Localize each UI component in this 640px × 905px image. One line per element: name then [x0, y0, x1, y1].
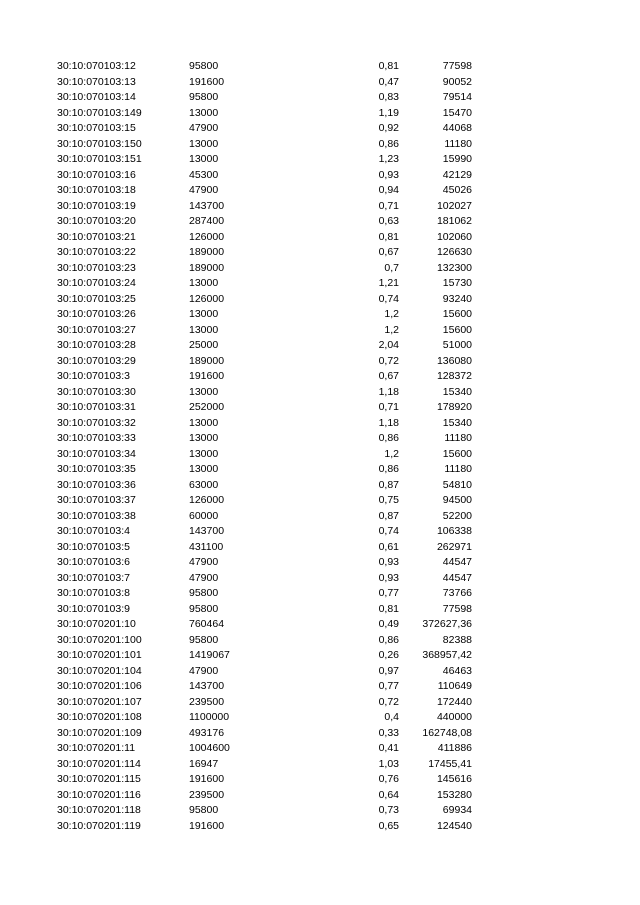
cadastral-number-cell: 30:10:070103:35	[57, 463, 136, 475]
coefficient-cell: 0,64	[378, 788, 399, 801]
value-cell: 191600	[189, 773, 225, 785]
coefficient-cell: 1,03	[378, 757, 399, 770]
coefficient-cell: 0,94	[378, 184, 399, 196]
value-cell: 13000	[189, 153, 219, 165]
coefficient-cell: 0,7	[384, 261, 399, 274]
cadastral-number-cell: 30:10:070201:108	[57, 711, 142, 723]
cadastral-number-cell: 30:10:070103:22	[57, 246, 136, 258]
coefficient-cell: 0,72	[378, 695, 399, 708]
coefficient-cell: 1,18	[378, 416, 399, 429]
coefficient-cell: 0,86	[378, 137, 399, 150]
table-row	[0, 524, 640, 540]
result-cell: 69934	[442, 804, 472, 816]
coefficient-cell: 0,41	[378, 742, 399, 754]
table-row	[0, 633, 640, 649]
table-row	[0, 741, 640, 757]
table-row	[0, 400, 640, 416]
value-cell: 126000	[189, 494, 225, 506]
cadastral-number-cell: 30:10:070103:32	[57, 416, 136, 429]
cadastral-number-cell: 30:10:070103:28	[57, 339, 136, 351]
table-row	[0, 385, 640, 401]
table-row	[0, 416, 640, 432]
value-cell: 143700	[189, 680, 225, 692]
coefficient-cell: 1,2	[384, 323, 399, 336]
table-row	[0, 803, 640, 819]
value-cell: 95800	[189, 60, 219, 72]
result-cell: 172440	[436, 695, 472, 708]
coefficient-cell: 0,86	[378, 432, 399, 444]
table-row	[0, 75, 640, 91]
table-row	[0, 245, 640, 261]
cadastral-number-cell: 30:10:070103:19	[57, 199, 136, 212]
value-cell: 16947	[189, 757, 219, 770]
value-cell: 13000	[189, 463, 219, 475]
value-cell: 239500	[189, 788, 225, 801]
coefficient-cell: 0,77	[378, 680, 399, 692]
result-cell: 15990	[442, 153, 472, 165]
coefficient-cell: 0,33	[378, 726, 399, 739]
cadastral-number-cell: 30:10:070103:24	[57, 277, 136, 289]
coefficient-cell: 2,04	[378, 339, 399, 351]
coefficient-cell: 0,71	[378, 199, 399, 212]
result-cell: 51000	[442, 339, 472, 351]
cadastral-number-cell: 30:10:070103:3	[57, 370, 130, 382]
coefficient-cell: 0,93	[378, 556, 399, 568]
table-row	[0, 183, 640, 199]
table-row	[0, 772, 640, 788]
result-cell: 102027	[436, 199, 472, 212]
result-cell: 46463	[442, 664, 472, 677]
cadastral-number-cell: 30:10:070103:36	[57, 478, 136, 491]
result-cell: 136080	[436, 354, 472, 367]
cadastral-number-cell: 30:10:070201:119	[57, 819, 141, 832]
result-cell: 132300	[436, 261, 472, 274]
value-cell: 13000	[189, 308, 219, 320]
table-row	[0, 788, 640, 804]
result-cell: 153280	[436, 788, 472, 801]
coefficient-cell: 0,71	[378, 401, 399, 413]
result-cell: 126630	[436, 246, 472, 258]
table-row	[0, 431, 640, 447]
result-cell: 73766	[442, 587, 472, 599]
table-row	[0, 509, 640, 525]
value-cell: 95800	[189, 602, 219, 615]
coefficient-cell: 0,87	[378, 478, 399, 491]
result-cell: 15600	[442, 308, 472, 320]
result-cell: 106338	[436, 525, 472, 537]
table-row	[0, 478, 640, 494]
result-cell: 15470	[442, 106, 472, 119]
cadastral-number-cell: 30:10:070201:106	[57, 680, 142, 692]
cadastral-number-cell: 30:10:070103:23	[57, 261, 136, 274]
value-cell: 13000	[189, 447, 219, 460]
value-cell: 60000	[189, 509, 219, 522]
cadastral-number-cell: 30:10:070103:34	[57, 447, 136, 460]
cadastral-number-cell: 30:10:070103:18	[57, 184, 136, 196]
cadastral-number-cell: 30:10:070201:11	[57, 742, 136, 754]
coefficient-cell: 0,81	[378, 60, 399, 72]
cadastral-number-cell: 30:10:070103:149	[57, 106, 142, 119]
result-cell: 52200	[442, 509, 472, 522]
table-row	[0, 555, 640, 571]
result-cell: 79514	[442, 91, 472, 103]
result-cell: 440000	[436, 711, 472, 723]
table-row	[0, 648, 640, 664]
cadastral-number-cell: 30:10:070103:8	[57, 587, 130, 599]
table-row	[0, 230, 640, 246]
value-cell: 143700	[189, 525, 225, 537]
table-row	[0, 106, 640, 122]
cadastral-number-cell: 30:10:070103:151	[57, 153, 142, 165]
cadastral-number-cell: 30:10:070103:30	[57, 385, 136, 398]
cadastral-number-cell: 30:10:070201:114	[57, 757, 141, 770]
result-cell: 15340	[442, 385, 472, 398]
coefficient-cell: 1,2	[384, 308, 399, 320]
table-row	[0, 199, 640, 215]
result-cell: 77598	[442, 60, 472, 72]
table-row	[0, 90, 640, 106]
coefficient-cell: 0,86	[378, 463, 399, 475]
result-cell: 411886	[437, 742, 472, 754]
result-cell: 44547	[442, 556, 472, 568]
value-cell: 189000	[189, 246, 225, 258]
coefficient-cell: 1,19	[378, 106, 399, 119]
coefficient-cell: 0,81	[378, 230, 399, 243]
coefficient-cell: 0,77	[378, 587, 399, 599]
result-cell: 15600	[442, 323, 472, 336]
value-cell: 1100000	[189, 711, 230, 723]
table-row	[0, 664, 640, 680]
table-row	[0, 493, 640, 509]
result-cell: 44068	[442, 122, 472, 134]
table-row	[0, 540, 640, 556]
result-cell: 11180	[444, 463, 472, 475]
table-row	[0, 354, 640, 370]
cadastral-number-cell: 30:10:070103:14	[57, 91, 136, 103]
coefficient-cell: 0,72	[378, 354, 399, 367]
coefficient-cell: 1,18	[378, 385, 399, 398]
value-cell: 47900	[189, 571, 219, 584]
table-row	[0, 462, 640, 478]
coefficient-cell: 0,65	[378, 819, 399, 832]
coefficient-cell: 0,92	[378, 122, 399, 134]
value-cell: 191600	[189, 370, 225, 382]
value-cell: 63000	[189, 478, 219, 491]
data-table	[0, 59, 640, 834]
cadastral-number-cell: 30:10:070103:13	[57, 75, 136, 88]
table-row	[0, 338, 640, 354]
coefficient-cell: 1,23	[378, 153, 399, 165]
value-cell: 95800	[189, 587, 219, 599]
cadastral-number-cell: 30:10:070103:33	[57, 432, 136, 444]
table-row	[0, 447, 640, 463]
value-cell: 189000	[189, 261, 225, 274]
table-row	[0, 168, 640, 184]
result-cell: 128372	[436, 370, 472, 382]
result-cell: 368957,42	[422, 649, 472, 661]
coefficient-cell: 0,47	[378, 75, 399, 88]
table-row	[0, 137, 640, 153]
cadastral-number-cell: 30:10:070103:16	[57, 168, 136, 181]
value-cell: 47900	[189, 184, 219, 196]
cadastral-number-cell: 30:10:070103:20	[57, 215, 136, 227]
table-row	[0, 292, 640, 308]
result-cell: 178920	[436, 401, 472, 413]
table-row	[0, 617, 640, 633]
cadastral-number-cell: 30:10:070103:31	[57, 401, 136, 413]
table-row	[0, 571, 640, 587]
cadastral-number-cell: 30:10:070201:101	[57, 649, 142, 661]
result-cell: 11180	[444, 432, 472, 444]
table-row	[0, 369, 640, 385]
value-cell: 13000	[189, 432, 219, 444]
cadastral-number-cell: 30:10:070201:100	[57, 633, 142, 646]
cadastral-number-cell: 30:10:070201:116	[57, 788, 141, 801]
value-cell: 95800	[189, 633, 219, 646]
cadastral-number-cell: 30:10:070103:37	[57, 494, 136, 506]
table-row	[0, 261, 640, 277]
result-cell: 93240	[442, 292, 472, 305]
table-row	[0, 152, 640, 168]
table-row	[0, 726, 640, 742]
value-cell: 13000	[189, 106, 219, 119]
value-cell: 239500	[189, 695, 225, 708]
result-cell: 15340	[442, 416, 472, 429]
table-row	[0, 121, 640, 137]
value-cell: 13000	[189, 385, 219, 398]
value-cell: 191600	[189, 75, 225, 88]
table-row	[0, 602, 640, 618]
cadastral-number-cell: 30:10:070103:7	[57, 571, 130, 584]
value-cell: 13000	[189, 277, 219, 289]
coefficient-cell: 0,97	[378, 664, 399, 677]
value-cell: 1419067	[189, 649, 230, 661]
coefficient-cell: 0,76	[378, 773, 399, 785]
coefficient-cell: 0,74	[378, 525, 399, 537]
value-cell: 47900	[189, 664, 219, 677]
value-cell: 431100	[189, 540, 224, 553]
cadastral-number-cell: 30:10:070103:9	[57, 602, 130, 615]
result-cell: 45026	[442, 184, 472, 196]
coefficient-cell: 0,74	[378, 292, 399, 305]
coefficient-cell: 0,75	[378, 494, 399, 506]
result-cell: 145616	[436, 773, 472, 785]
table-row	[0, 307, 640, 323]
value-cell: 143700	[189, 199, 225, 212]
coefficient-cell: 1,2	[384, 447, 399, 460]
coefficient-cell: 0,67	[378, 370, 399, 382]
value-cell: 25000	[189, 339, 219, 351]
value-cell: 191600	[189, 819, 225, 832]
value-cell: 493176	[189, 726, 225, 739]
result-cell: 17455,41	[428, 757, 472, 770]
result-cell: 102060	[436, 230, 472, 243]
table-row	[0, 214, 640, 230]
result-cell: 124540	[436, 819, 472, 832]
coefficient-cell: 0,81	[378, 602, 399, 615]
value-cell: 189000	[189, 354, 225, 367]
table-row	[0, 710, 640, 726]
cadastral-number-cell: 30:10:070103:29	[57, 354, 136, 367]
table-row	[0, 757, 640, 773]
cadastral-number-cell: 30:10:070201:107	[57, 695, 142, 708]
coefficient-cell: 0,87	[378, 509, 399, 522]
cadastral-number-cell: 30:10:070103:15	[57, 122, 136, 134]
result-cell: 110649	[437, 680, 472, 692]
table-row	[0, 323, 640, 339]
cadastral-number-cell: 30:10:070103:6	[57, 556, 130, 568]
result-cell: 82388	[442, 633, 472, 646]
coefficient-cell: 0,93	[378, 571, 399, 584]
coefficient-cell: 0,83	[378, 91, 399, 103]
result-cell: 15600	[442, 447, 472, 460]
result-cell: 54810	[442, 478, 472, 491]
cadastral-number-cell: 30:10:070103:12	[57, 60, 136, 72]
cadastral-number-cell: 30:10:070201:115	[57, 773, 141, 785]
result-cell: 42129	[442, 168, 472, 181]
coefficient-cell: 0,4	[384, 711, 399, 723]
cadastral-number-cell: 30:10:070201:118	[57, 804, 141, 816]
cadastral-number-cell: 30:10:070103:4	[57, 525, 130, 537]
coefficient-cell: 0,26	[378, 649, 399, 661]
result-cell: 162748,08	[422, 726, 472, 739]
value-cell: 126000	[189, 230, 225, 243]
result-cell: 262971	[436, 540, 472, 553]
value-cell: 95800	[189, 91, 219, 103]
table-row	[0, 679, 640, 695]
table-row	[0, 819, 640, 835]
value-cell: 287400	[189, 215, 225, 227]
coefficient-cell: 0,63	[378, 215, 399, 227]
table-row	[0, 586, 640, 602]
result-cell: 11180	[444, 137, 472, 150]
cadastral-number-cell: 30:10:070103:25	[57, 292, 136, 305]
cadastral-number-cell: 30:10:070201:104	[57, 664, 142, 677]
value-cell: 47900	[189, 556, 219, 568]
value-cell: 13000	[189, 323, 219, 336]
table-row	[0, 695, 640, 711]
value-cell: 47900	[189, 122, 219, 134]
value-cell: 252000	[189, 401, 225, 413]
value-cell: 1004600	[189, 742, 230, 754]
result-cell: 15730	[442, 277, 472, 289]
result-cell: 94500	[442, 494, 472, 506]
result-cell: 372627,36	[422, 618, 472, 630]
value-cell: 126000	[189, 292, 225, 305]
result-cell: 181062	[436, 215, 472, 227]
value-cell: 13000	[189, 137, 219, 150]
cadastral-number-cell: 30:10:070103:150	[57, 137, 142, 150]
value-cell: 13000	[189, 416, 219, 429]
value-cell: 45300	[189, 168, 219, 181]
table-row	[0, 59, 640, 75]
coefficient-cell: 1,21	[378, 277, 399, 289]
table-row	[0, 276, 640, 292]
result-cell: 77598	[442, 602, 472, 615]
coefficient-cell: 0,86	[378, 633, 399, 646]
value-cell: 95800	[189, 804, 219, 816]
coefficient-cell: 0,93	[378, 168, 399, 181]
value-cell: 760464	[189, 618, 225, 630]
coefficient-cell: 0,73	[378, 804, 399, 816]
cadastral-number-cell: 30:10:070103:5	[57, 540, 130, 553]
coefficient-cell: 0,61	[378, 540, 399, 553]
result-cell: 90052	[442, 75, 472, 88]
cadastral-number-cell: 30:10:070201:109	[57, 726, 142, 739]
coefficient-cell: 0,67	[378, 246, 399, 258]
cadastral-number-cell: 30:10:070103:27	[57, 323, 136, 336]
cadastral-number-cell: 30:10:070201:10	[57, 618, 136, 630]
cadastral-number-cell: 30:10:070103:38	[57, 509, 136, 522]
cadastral-number-cell: 30:10:070103:21	[57, 230, 136, 243]
cadastral-number-cell: 30:10:070103:26	[57, 308, 136, 320]
coefficient-cell: 0,49	[378, 618, 399, 630]
result-cell: 44547	[442, 571, 472, 584]
